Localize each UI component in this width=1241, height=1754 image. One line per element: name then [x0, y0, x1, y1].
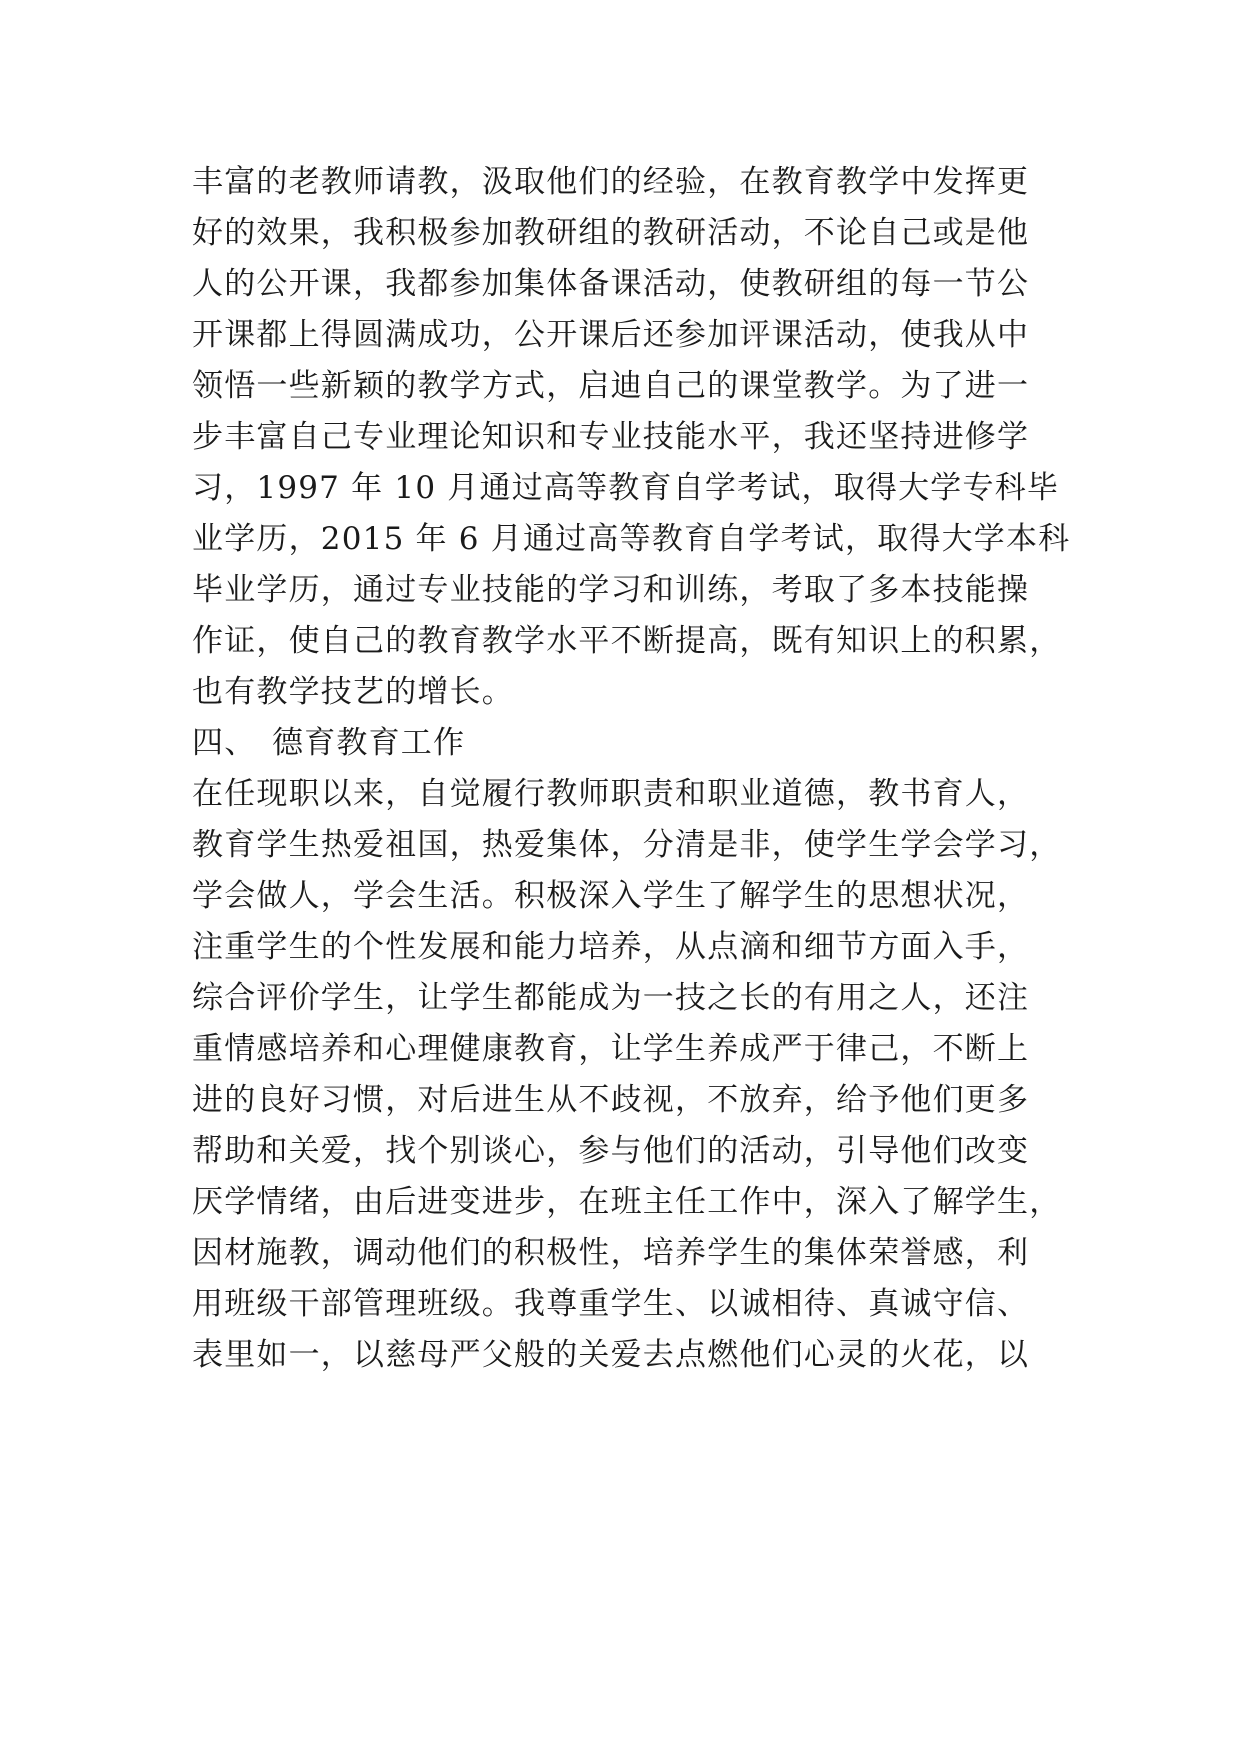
paragraph-line: 在任现职以来，自觉履行教师职责和职业道德，教书育人，: [192, 776, 1030, 812]
paragraph-line: 进的良好习惯，对后进生从不歧视，不放弃，给予他们更多: [192, 1082, 1030, 1118]
paragraph-line: 学会做人，学会生活。积极深入学生了解学生的思想状况，: [192, 878, 1030, 914]
paragraph-line: 重情感培养和心理健康教育，让学生养成严于律己，不断上: [192, 1031, 1030, 1067]
paragraph-line: 毕业学历，通过专业技能的学习和训练，考取了多本技能操: [192, 572, 1030, 608]
paragraph-line: 作证，使自己的教育教学水平不断提高，既有知识上的积累，: [192, 623, 1062, 659]
paragraph-line: 习，1997 年 10 月通过高等教育自学考试，取得大学专科毕: [192, 470, 1060, 506]
paragraph-line: 表里如一，以慈母严父般的关爱去点燃他们心灵的火花，以: [192, 1337, 1030, 1373]
paragraph-line: 丰富的老教师请教，汲取他们的经验，在教育教学中发挥更: [192, 164, 1030, 200]
paragraph-line: 教育学生热爱祖国，热爱集体，分清是非，使学生学会学习，: [192, 827, 1062, 863]
paragraph-line: 好的效果，我积极参加教研组的教研活动，不论自己或是他: [192, 215, 1030, 251]
section-heading-title: 德育教育工作: [272, 725, 466, 761]
paragraph-line: 帮助和关爱，找个别谈心，参与他们的活动，引导他们改变: [192, 1133, 1030, 1169]
paragraph-line: 开课都上得圆满成功，公开课后还参加评课活动，使我从中: [192, 317, 1030, 353]
paragraph-line: 厌学情绪，由后进变进步，在班主任工作中，深入了解学生，: [192, 1184, 1062, 1220]
section-heading: [192, 718, 1072, 769]
paragraph-line: 用班级干部管理班级。我尊重学生、以诚相待、真诚守信、: [192, 1286, 1030, 1322]
paragraph-line: 综合评价学生，让学生都能成为一技之长的有用之人，还注: [192, 980, 1030, 1016]
paragraph-line: 领悟一些新颖的教学方式，启迪自己的课堂教学。为了进一: [192, 368, 1030, 404]
paragraph-line: 因材施教，调动他们的积极性，培养学生的集体荣誉感，利: [192, 1235, 1030, 1271]
paragraph-line: 也有教学技艺的增长。: [192, 674, 514, 710]
paragraph-line: 步丰富自己专业理论知识和专业技能水平，我还坚持进修学: [192, 419, 1030, 455]
paragraph-line: 业学历，2015 年 6 月通过高等教育自学考试，取得大学本科: [192, 521, 1071, 557]
section-heading-number: 四、: [192, 725, 257, 761]
document-body: [192, 157, 1072, 1381]
paragraph-line: 注重学生的个性发展和能力培养，从点滴和细节方面入手，: [192, 929, 1030, 965]
paragraph-line: 人的公开课，我都参加集体备课活动，使教研组的每一节公: [192, 266, 1030, 302]
